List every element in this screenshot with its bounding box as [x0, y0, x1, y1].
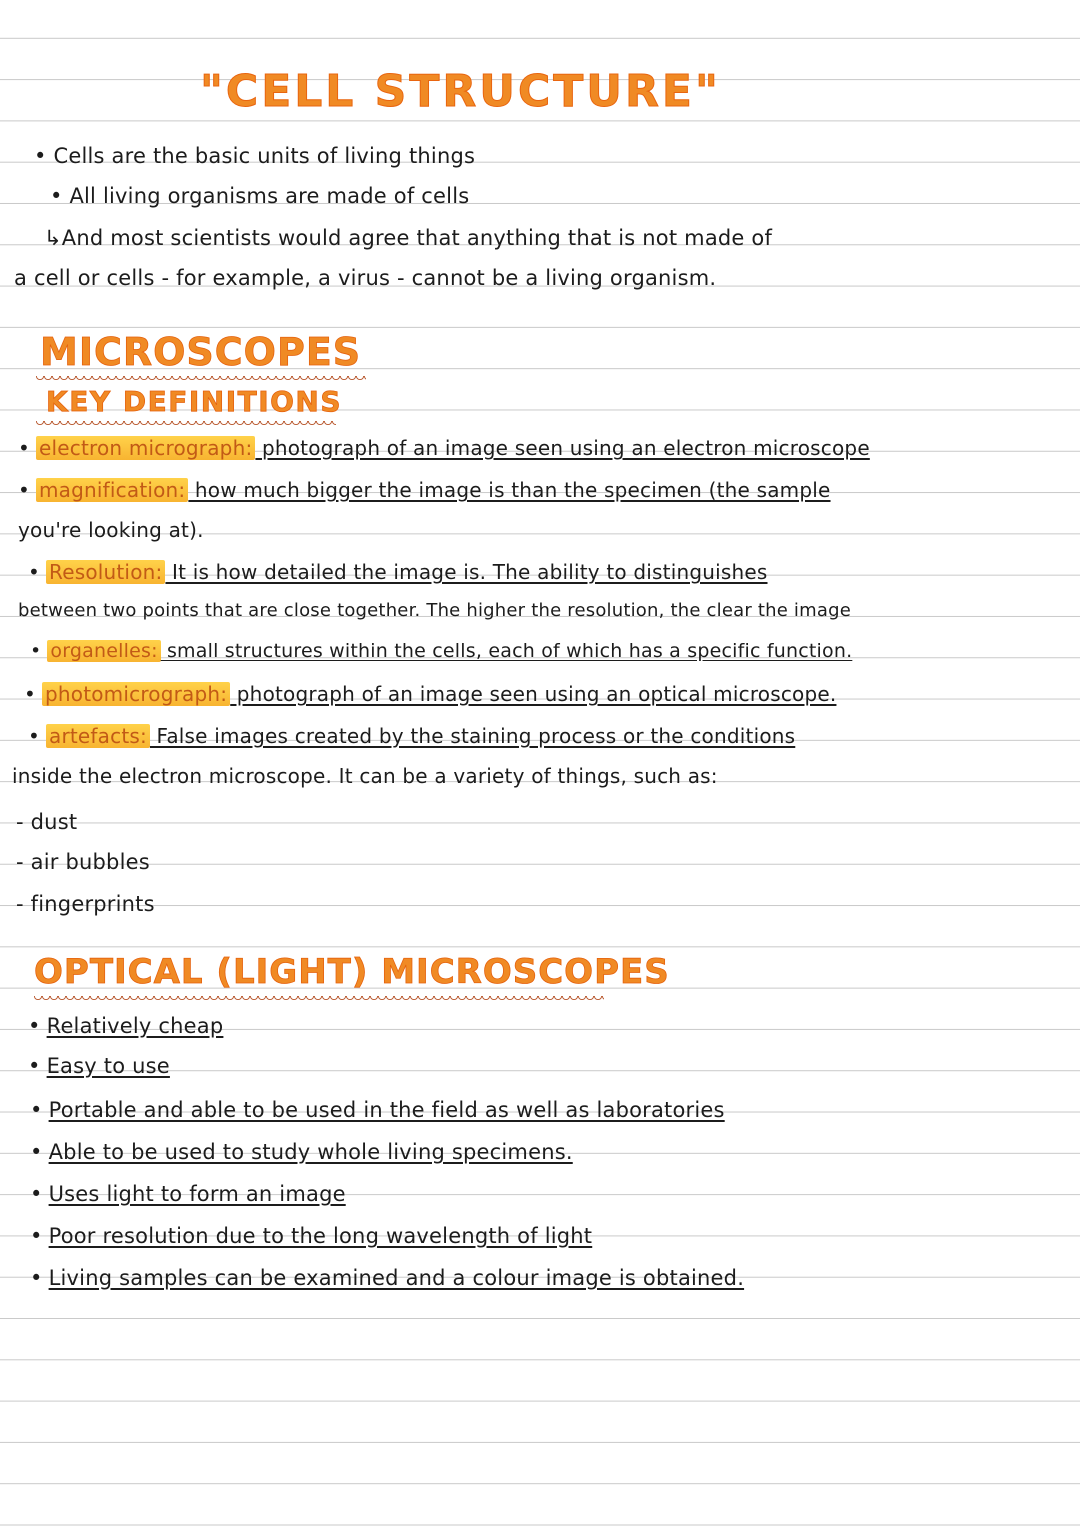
definition-text: False images created by the staining process or the conditions: [149, 724, 796, 748]
page-title: "CELL STRUCTURE": [200, 66, 721, 117]
optical-point: [30, 1266, 744, 1290]
bullet-icon: •: [30, 1098, 43, 1122]
bullet-icon: •: [30, 640, 42, 662]
definition-resolution: [28, 560, 768, 584]
bullet-icon: •: [30, 1224, 43, 1248]
definition-text: It is how detailed the image is. The ability to distinguishes: [165, 560, 768, 584]
optical-point-text: Portable and able to be used in the field as well as laboratories: [48, 1098, 725, 1122]
key-definitions-underline: [36, 421, 336, 427]
definition-text: photograph of an image seen using an optical microscope.: [230, 682, 837, 706]
optical-point: [30, 1098, 725, 1122]
bullet-icon: •: [30, 1182, 43, 1206]
optical-heading-underline: [34, 996, 604, 1002]
key-definitions-heading: KEY DEFINITIONS: [46, 385, 343, 418]
definition-term: photomicrograph:: [42, 682, 230, 706]
optical-point: [28, 1014, 223, 1038]
definition-term: organelles:: [47, 640, 160, 662]
definition-term: artefacts:: [46, 724, 150, 748]
optical-point: [28, 1054, 170, 1078]
optical-point-text: Easy to use: [46, 1054, 170, 1078]
optical-point-text: Uses light to form an image: [48, 1182, 346, 1206]
optical-point-text: Poor resolution due to the long wavelength of light: [48, 1224, 593, 1248]
bullet-icon: •: [30, 1140, 43, 1164]
bullet-icon: •: [18, 478, 30, 502]
bullet-icon: •: [30, 1266, 43, 1290]
optical-point-text: Living samples can be examined and a colour image is obtained.: [48, 1266, 745, 1290]
definition-text: small structures within the cells, each of which has a specific function.: [160, 640, 853, 662]
definition-artefacts-continued: inside the electron microscope. It can be a variety of things, such as:: [12, 764, 718, 788]
microscopes-heading: MICROSCOPES: [40, 330, 362, 374]
artefact-example-dust: - dust: [16, 810, 78, 834]
optical-microscopes-heading: OPTICAL (LIGHT) MICROSCOPES: [34, 952, 670, 992]
definition-term: electron micrograph:: [36, 436, 255, 460]
definition-text: photograph of an image seen using an electron microscope: [255, 436, 870, 460]
intro-line-2: • All living organisms are made of cells: [50, 184, 470, 208]
artefact-example-air-bubbles: - air bubbles: [16, 850, 150, 874]
optical-point: [30, 1182, 346, 1206]
bullet-icon: •: [28, 560, 40, 584]
optical-point: [30, 1140, 573, 1164]
definition-organelles: [30, 640, 852, 662]
bullet-icon: •: [28, 1054, 41, 1078]
microscopes-heading-underline: [36, 376, 366, 382]
definition-text: how much bigger the image is than the specimen (the sample: [188, 478, 831, 502]
intro-line-4: a cell or cells - for example, a virus - cannot be a living organism.: [14, 266, 717, 290]
bullet-icon: •: [28, 1014, 41, 1038]
definition-resolution-continued: between two points that are close together. The higher the resolution, the clear the image: [18, 600, 851, 621]
intro-line-1: • Cells are the basic units of living things: [34, 144, 476, 168]
bullet-icon: •: [18, 436, 30, 460]
definition-term: magnification:: [36, 478, 188, 502]
optical-point-text: Able to be used to study whole living specimens.: [48, 1140, 573, 1164]
definition-photomicrograph: [24, 682, 836, 706]
bullet-icon: •: [28, 724, 40, 748]
definition-magnification: [18, 478, 831, 502]
definition-electron-micrograph: [18, 436, 870, 460]
optical-point-text: Relatively cheap: [46, 1014, 224, 1038]
definition-term: Resolution:: [46, 560, 165, 584]
bullet-icon: •: [24, 682, 36, 706]
artefact-example-fingerprints: - fingerprints: [16, 892, 155, 916]
intro-line-3: ↳And most scientists would agree that anything that is not made of: [44, 226, 773, 250]
optical-point: [30, 1224, 592, 1248]
definition-artefacts: [28, 724, 795, 748]
definition-magnification-continued: you're looking at).: [18, 518, 204, 542]
